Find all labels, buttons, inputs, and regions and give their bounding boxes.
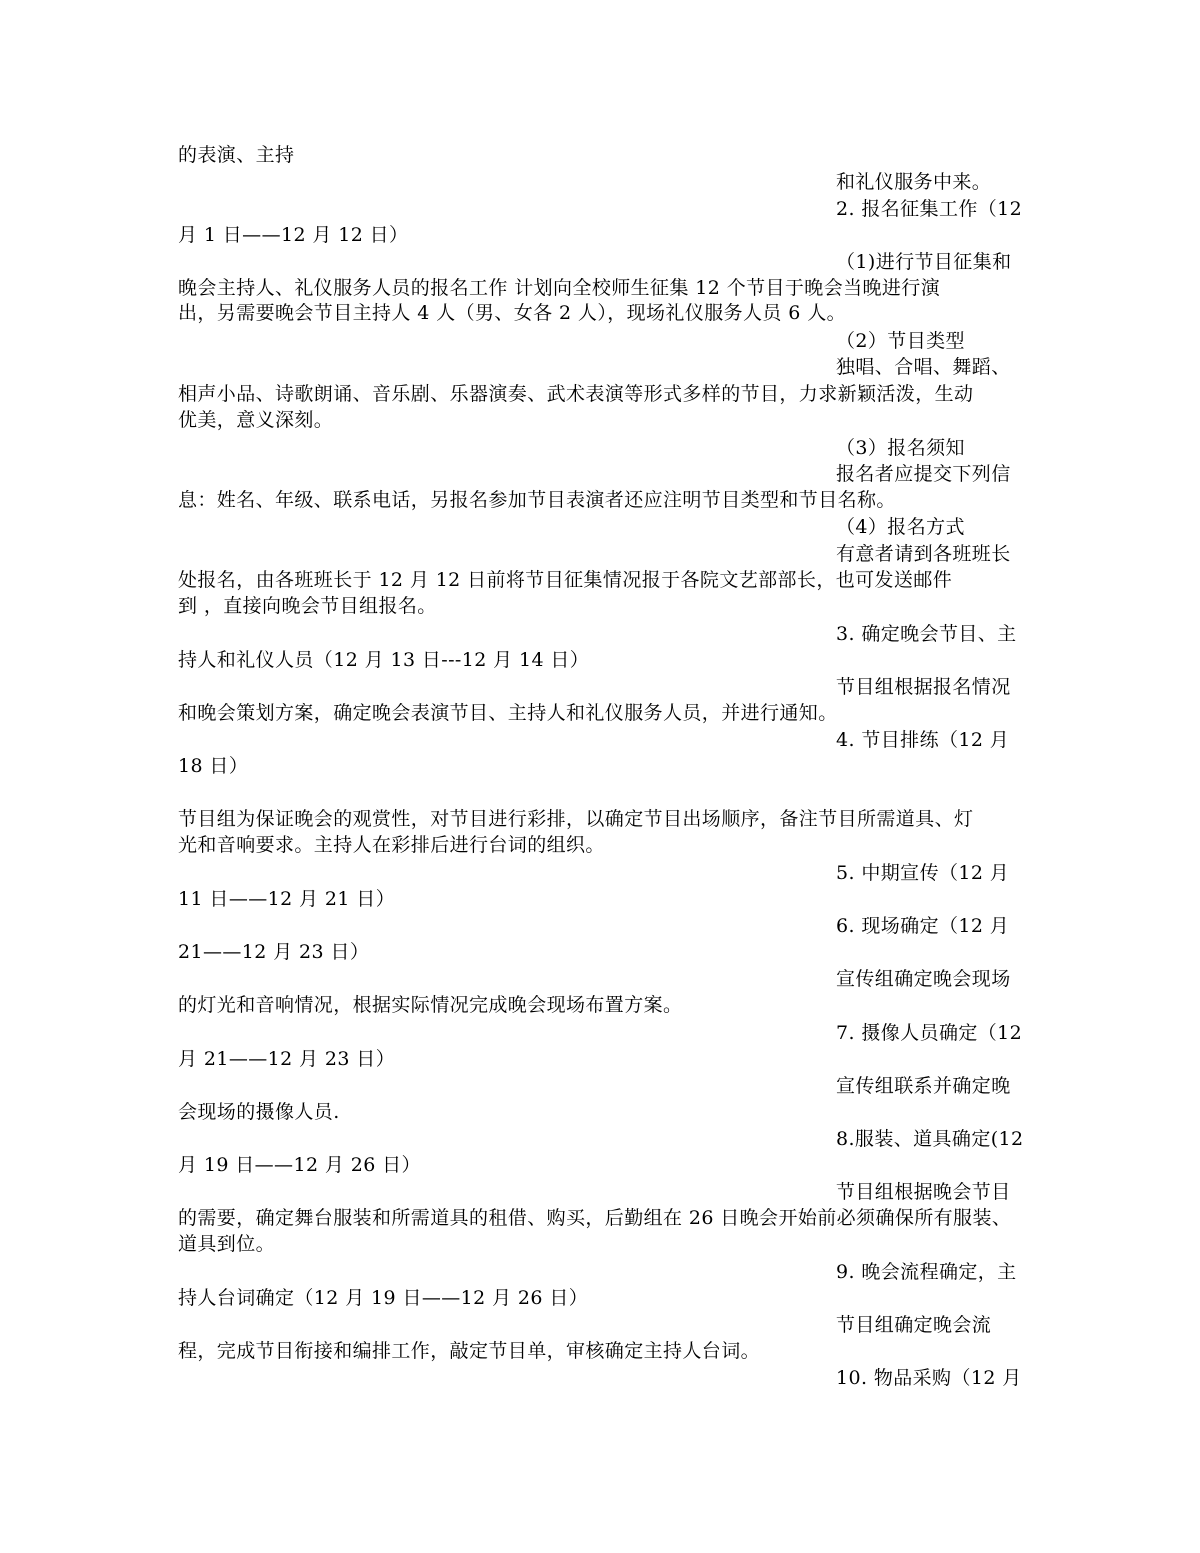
text-line: 程，完成节目衔接和编排工作，敲定节目单，审核确定主持人台词。 — [178, 1340, 761, 1362]
text-line: 处报名，由各班班长于 12 月 12 日前将节目征集情况报于各院文艺部部长，也可发送邮件 — [178, 569, 953, 591]
text-line: 优美，意义深刻。 — [178, 409, 334, 431]
text-line: 节目组根据报名情况 — [836, 676, 1011, 698]
text-line: 晚会主持人、礼仪服务人员的报名工作 计划向全校师生征集 12 个节目于晚会当晚进行演 — [178, 277, 941, 299]
text-line: 月 21——12 月 23 日） — [178, 1048, 396, 1070]
text-line: 月 19 日——12 月 26 日） — [178, 1154, 421, 1176]
section-heading: 2. 报名征集工作（12 — [836, 198, 1023, 220]
text-line: 和礼仪服务中来。 — [836, 171, 992, 193]
section-heading: 10. 物品采购（12 月 — [836, 1367, 1022, 1389]
subsection-heading: （1)进行节目征集和 — [836, 251, 1012, 273]
text-line: 18 日） — [178, 755, 249, 777]
text-line: 的需要，确定舞台服装和所需道具的租借、购买，后勤组在 26 日晚会开始前必须确保所有服装、 — [178, 1207, 1012, 1229]
text-line: 光和音响要求。主持人在彩排后进行台词的组织。 — [178, 834, 605, 856]
text-line: 会现场的摄像人员. — [178, 1101, 340, 1123]
text-line: 节目组根据晚会节目 — [836, 1181, 1011, 1203]
text-line: 报名者应提交下列信 — [836, 463, 1011, 485]
text-line: 息：姓名、年级、联系电话，另报名参加节目表演者还应注明节目类型和节目名称。 — [178, 489, 896, 511]
text-line: 的表演、主持 — [178, 144, 295, 166]
text-line: 独唱、合唱、舞蹈、 — [836, 356, 1011, 378]
text-line: 到 ，直接向晚会节目组报名。 — [178, 595, 437, 617]
text-line: 有意者请到各班班长 — [836, 543, 1011, 565]
text-line: 道具到位。 — [178, 1233, 276, 1255]
section-heading: 5. 中期宣传（12 月 — [836, 862, 1010, 884]
subsection-heading: （3）报名须知 — [836, 437, 965, 459]
text-line: 相声小品、诗歌朗诵、音乐剧、乐器演奏、武术表演等形式多样的节目，力求新颖活泼，生动 — [178, 383, 974, 405]
section-heading: 7. 摄像人员确定（12 — [836, 1022, 1023, 1044]
section-heading: 3. 确定晚会节目、主 — [836, 623, 1017, 645]
text-line: 宣传组联系并确定晚 — [836, 1075, 1011, 1097]
section-heading: 8.服装、道具确定(12 — [836, 1128, 1024, 1150]
text-line: 持人台词确定（12 月 19 日——12 月 26 日） — [178, 1287, 589, 1309]
section-heading: 6. 现场确定（12 月 — [836, 915, 1010, 937]
text-line: 11 日——12 月 21 日） — [178, 888, 396, 910]
section-heading: 9. 晚会流程确定，主 — [836, 1261, 1017, 1283]
text-line: 的灯光和音响情况，根据实际情况完成晚会现场布置方案。 — [178, 994, 683, 1016]
text-line: 持人和礼仪人员（12 月 13 日---12 月 14 日） — [178, 649, 590, 671]
text-line: 出，另需要晚会节目主持人 4 人（男、女各 2 人），现场礼仪服务人员 6 人。 — [178, 302, 847, 324]
text-line: 宣传组确定晚会现场 — [836, 968, 1011, 990]
subsection-heading: （4）报名方式 — [836, 516, 965, 538]
section-heading: 4. 节目排练（12 月 — [836, 729, 1010, 751]
text-line: 月 1 日——12 月 12 日） — [178, 224, 409, 246]
text-line: 节目组为保证晚会的观赏性，对节目进行彩排，以确定节目出场顺序，备注节目所需道具、灯 — [178, 808, 974, 830]
text-line: 和晚会策划方案，确定晚会表演节目、主持人和礼仪服务人员，并进行通知。 — [178, 702, 838, 724]
subsection-heading: （2）节目类型 — [836, 330, 965, 352]
text-line: 节目组确定晚会流 — [836, 1314, 992, 1336]
text-line: 21——12 月 23 日） — [178, 941, 370, 963]
